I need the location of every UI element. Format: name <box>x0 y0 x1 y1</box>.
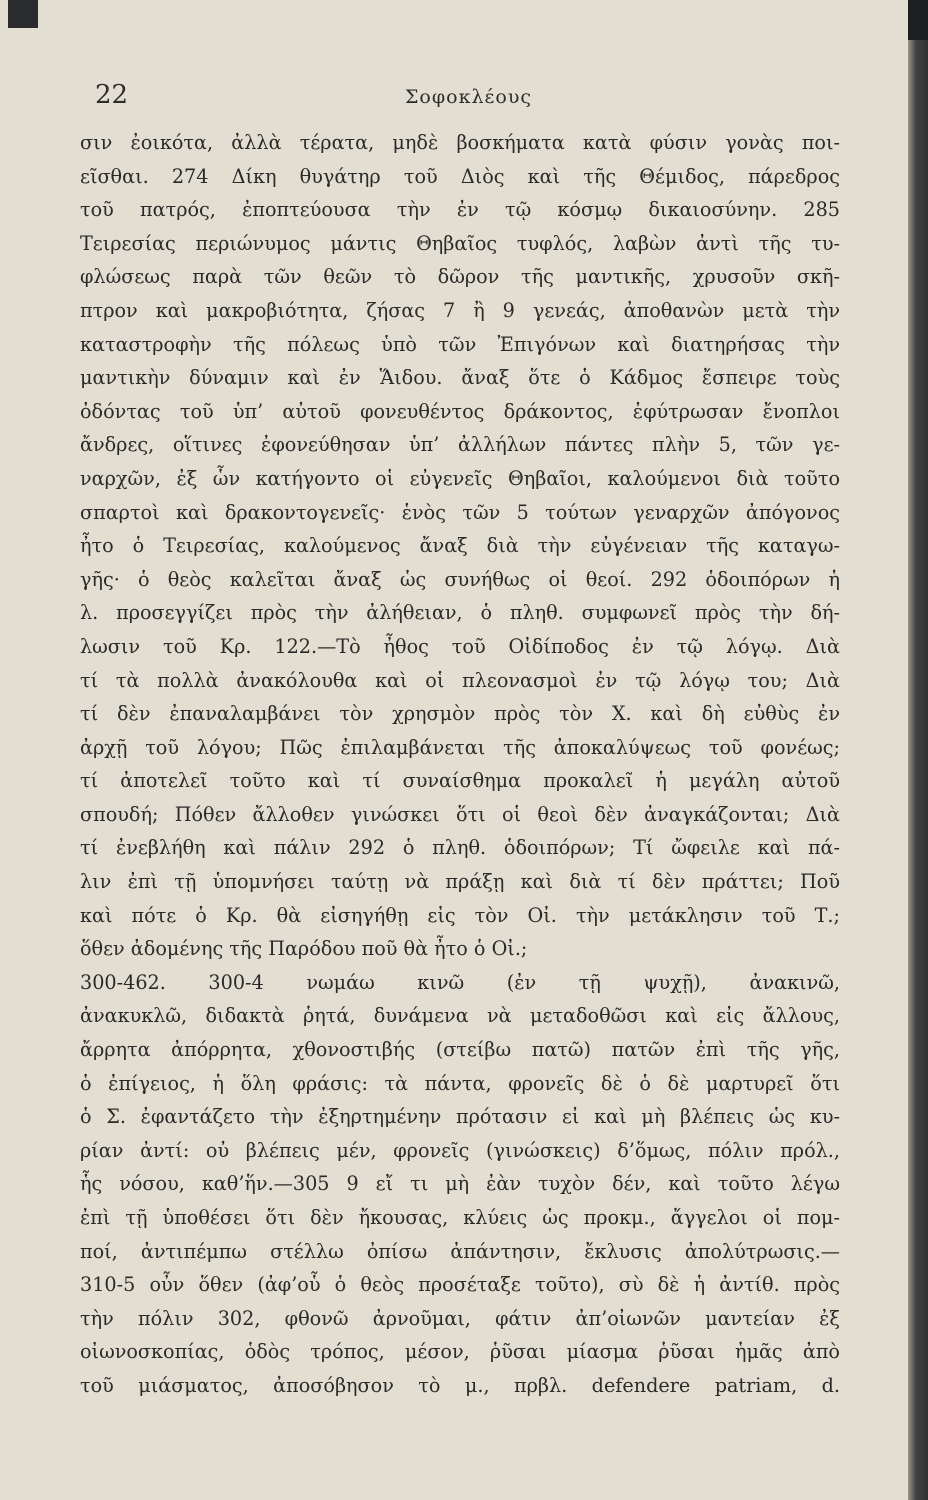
text-line: ποί, ἀντιπέμπω στέλλω ὀπίσω ἀπάντησιν, ἔκλυσις ἀπολύτρωσις.— <box>80 1239 840 1263</box>
scan-corner-mark <box>908 0 928 40</box>
text-line: οἰωνοσκοπίας, ὁδὸς τρόπος, μέσον, ῥῦσαι μίασμα ῥῦσαι ἡμᾶς ἀπὸ <box>80 1340 840 1364</box>
text-line: ἄρρητα ἀπόρρητα, χθονοστιβής (στείβω πατῶ) πατῶν ἐπὶ τῆς γῆς, <box>80 1038 840 1062</box>
page-number: 22 <box>95 80 129 110</box>
text-line: φλώσεως παρὰ τῶν θεῶν τὸ δῶρον τῆς μαντικῆς, χρυσοῦν σκῆ- <box>80 265 840 289</box>
text-line: γῆς· ὁ θεὸς καλεῖται ἄναξ ὡς συνήθως οἱ θεοί. 292 ὁδοιπόρων ἡ <box>80 567 840 591</box>
text-line: τί ἐνεβλήθη καὶ πάλιν 292 ὁ πληθ. ὁδοιπόρων; Τί ὤφειλε καὶ πά- <box>80 836 840 860</box>
text-line: τί τὰ πολλὰ ἀνακόλουθα καὶ οἱ πλεονασμοὶ ἐν τῷ λόγῳ του; Διὰ <box>80 668 840 692</box>
text-line: ἀρχῇ τοῦ λόγου; Πῶς ἐπιλαμβάνεται τῆς ἀποκαλύψεως τοῦ φονέως; <box>80 735 840 759</box>
scan-right-edge <box>908 0 928 1500</box>
text-line: ὅθεν ἀδομένης τῆς Παρόδου ποῦ θὰ ἦτο ὁ Οἰ.; <box>80 937 528 961</box>
text-line: ἄνδρες, οἵτινες ἐφονεύθησαν ὑπ’ ἀλλήλων πάντες πλὴν 5, τῶν γε- <box>80 433 840 457</box>
text-line: ἀνακυκλῶ, διδακτὰ ῥητά, δυνάμενα νὰ μεταδοθῶσι καὶ εἰς ἄλλους, <box>80 1004 840 1028</box>
text-line: μαντικὴν δύναμιν καὶ ἐν Ἅιδου. ἄναξ ὅτε ὁ Κάδμος ἔσπειρε τοὺς <box>80 366 840 390</box>
text-line: 310-5 οὖν ὅθεν (ἀφ’οὗ ὁ θεὸς προσέταξε τοῦτο), σὺ δὲ ἡ ἀντίθ. πρὸς <box>80 1273 840 1297</box>
text-line: τί δὲν ἐπαναλαμβάνει τὸν χρησμὸν πρὸς τὸν Χ. καὶ δὴ εὐθὺς ἐν <box>80 702 840 726</box>
text-line: λ. προσεγγίζει πρὸς τὴν ἀλήθειαν, ὁ πληθ. συμφωνεῖ πρὸς τὴν δή- <box>80 601 840 625</box>
page-header <box>95 80 855 120</box>
text-line: καὶ πότε ὁ Κρ. θὰ εἰσηγήθῃ εἰς τὸν Οἰ. τὴν μετάκλησιν τοῦ Τ.; <box>80 903 840 927</box>
text-line: ἦτο ὁ Τειρεσίας, καλούμενος ἄναξ διὰ τὴν εὐγένειαν τῆς καταγω- <box>80 534 840 558</box>
text-line: τοῦ πατρός, ἐποπτεύουσα τὴν ἐν τῷ κόσμῳ δικαιοσύνην. 285 <box>80 198 840 222</box>
text-line: ἧς νόσου, καθ’ἥν.—305 9 εἴ τι μὴ ἐὰν τυχὸν δέν, καὶ τοῦτο λέγω <box>80 1172 840 1196</box>
text-line: σιν ἐοικότα, ἀλλὰ τέρατα, μηδὲ βοσκήματα κατὰ φύσιν γονὰς ποι- <box>80 131 840 154</box>
scan-margin-mark <box>8 0 38 28</box>
text-line: εῖσθαι. 274 Δίκη θυγάτηρ τοῦ Διὸς καὶ τῆς Θέμιδος, πάρεδρος <box>80 164 840 188</box>
text-line: τὴν πόλιν 302, φθονῶ ἀρνοῦμαι, φάτιν ἀπ’οἰωνῶν μαντείαν ἐξ <box>80 1306 840 1330</box>
text-line: 300-462. 300-4 νωμάω κινῶ (ἐν τῇ ψυχῇ), ἀνακινῶ, <box>80 970 840 994</box>
text-line: τοῦ μιάσματος, ἀποσόβησον τὸ μ., πρβλ. defendere patriam, d. <box>80 1373 840 1397</box>
text-line: ἐπὶ τῇ ὑποθέσει ὅτι δὲν ἤκουσας, κλύεις ὡς προκμ., ἄγγελοι οἱ πομ- <box>80 1206 840 1229</box>
text-line: λωσιν τοῦ Κρ. 122.—Τὸ ἦθος τοῦ Οἰδίποδος ἐν τῷ λόγῳ. Διὰ <box>80 634 840 658</box>
text-line: λιν ἐπὶ τῇ ὑπομνήσει ταύτῃ νὰ πράξῃ καὶ διὰ τί δὲν πράττει; Ποῦ <box>80 870 840 894</box>
running-title: Σοφοκλέους <box>405 86 533 108</box>
text-line: καταστροφὴν τῆς πόλεως ὑπὸ τῶν Ἐπιγόνων καὶ διατηρήσας τὴν <box>80 332 840 356</box>
text-line: σπουδή; Πόθεν ἄλλοθεν γινώσκει ὅτι οἱ θεοὶ δὲν ἀναγκάζονται; Διὰ <box>80 802 840 826</box>
text-line: Τειρεσίας περιώνυμος μάντις Θηβαῖος τυφλός, λαβὼν ἀντὶ τῆς τυ- <box>80 231 840 255</box>
text-line: ρίαν ἀντί: οὐ βλέπεις μέν, φρονεῖς (γινώσκεις) δ’ὅμως, πόλιν πρόλ., <box>80 1138 840 1162</box>
text-line: πτρον καὶ μακροβιότητα, ζήσας 7 ἢ 9 γενεάς, ἀποθανὼν μετὰ τὴν <box>80 298 840 322</box>
text-line: σπαρτοὶ καὶ δρακοντογενεῖς· ἑνὸς τῶν 5 τούτων γεναρχῶν ἀπόγονος <box>80 500 840 524</box>
text-line: τί ἀποτελεῖ τοῦτο καὶ τί συναίσθημα προκαλεῖ ἡ μεγάλη αὐτοῦ <box>80 769 840 793</box>
text-line: ὀδόντας τοῦ ὑπ’ αὐτοῦ φονευθέντος δράκοντος, ἐφύτρωσαν ἔνοπλοι <box>80 399 840 423</box>
text-line: ναρχῶν, ἐξ ὧν κατήγοντο οἱ εὐγενεῖς Θηβαῖοι, καλούμενοι διὰ τοῦτο <box>80 466 840 490</box>
commentary-text <box>80 126 840 1403</box>
text-line: ὁ ἐπίγειος, ἡ ὅλη φράσις: τὰ πάντα, φρονεῖς δὲ ὁ δὲ μαρτυρεῖ ὅτι <box>80 1071 840 1095</box>
text-line: ὁ Σ. ἐφαντάζετο τὴν ἐξηρτημένην πρότασιν εἰ καὶ μὴ βλέπεις ὡς κυ- <box>80 1105 840 1129</box>
